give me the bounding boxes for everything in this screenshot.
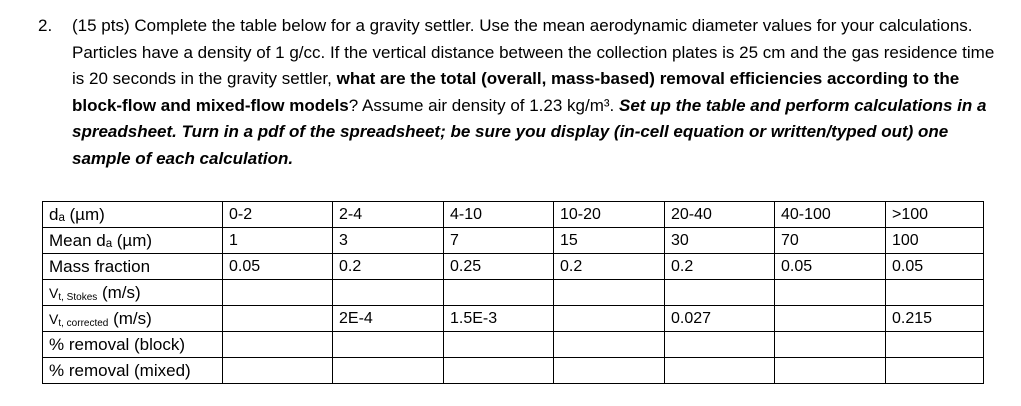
vt-stokes-symbol: V (49, 284, 59, 301)
table-cell (554, 280, 665, 306)
table-row (43, 202, 984, 228)
table-cell (223, 332, 333, 358)
table-row (43, 228, 984, 254)
table-cell: 40-100 (775, 202, 886, 228)
table-cell (554, 358, 665, 384)
table-cell (886, 332, 984, 358)
table-cell: 0-2 (223, 202, 333, 228)
table-cell (554, 306, 665, 332)
table-cell (333, 332, 444, 358)
question-number: 2. (38, 16, 53, 35)
table-cell (665, 332, 775, 358)
table-cell (223, 358, 333, 384)
question-intro: (15 pts) Complete the table below for a gravity settler. Use the mean aerodynamic diameter values for your calculations. Particles have a density of 1 g/cc. If the vertical distance between the collection plates is 25 cm and the gas residence time is 20 seconds in the gravity settler, (72, 16, 995, 88)
table-row (43, 280, 984, 306)
table-cell (333, 358, 444, 384)
table-cell (444, 332, 554, 358)
vt-corrected-unit: (m/s) (108, 308, 152, 328)
settler-table (42, 201, 984, 384)
row-label-diameter-range: dₐ (µm) (43, 202, 223, 228)
table-cell (886, 280, 984, 306)
table-cell: 10-20 (554, 202, 665, 228)
table-row (43, 358, 984, 384)
table-cell: 0.2 (333, 254, 444, 280)
table-cell (444, 358, 554, 384)
table-row (43, 254, 984, 280)
table-cell: 0.05 (223, 254, 333, 280)
table-cell: 3 (333, 228, 444, 254)
table-cell: 20-40 (665, 202, 775, 228)
table-cell: 0.027 (665, 306, 775, 332)
vt-stokes-unit: (m/s) (97, 282, 141, 302)
table-cell: 0.215 (886, 306, 984, 332)
row-label-vt-corrected (43, 306, 223, 332)
table-cell: 1.5E-3 (444, 306, 554, 332)
row-label-vt-stokes (43, 280, 223, 306)
table-cell: 0.2 (665, 254, 775, 280)
question-ask: what are the total (overall, mass-based) removal efficiencies according to the block-flow and mixed-flow models (72, 69, 960, 115)
table-cell: 100 (886, 228, 984, 254)
table-cell: 1 (223, 228, 333, 254)
table-cell (665, 358, 775, 384)
table-cell (775, 332, 886, 358)
table-cell: 0.25 (444, 254, 554, 280)
table-cell: >100 (886, 202, 984, 228)
table-cell: 0.2 (554, 254, 665, 280)
table-cell (333, 280, 444, 306)
table-cell: 2-4 (333, 202, 444, 228)
table-cell (886, 358, 984, 384)
row-label-removal-mixed: % removal (mixed) (43, 358, 223, 384)
table-cell (665, 280, 775, 306)
table-cell (223, 306, 333, 332)
table-cell (554, 332, 665, 358)
row-label-mass-fraction: Mass fraction (43, 254, 223, 280)
table-cell (775, 358, 886, 384)
table-cell: 4-10 (444, 202, 554, 228)
question-text (72, 13, 1008, 172)
table-cell: 30 (665, 228, 775, 254)
question-block (38, 13, 1008, 172)
table-cell (223, 280, 333, 306)
row-label-mean-diameter: Mean dₐ (µm) (43, 228, 223, 254)
table-cell: 2E-4 (333, 306, 444, 332)
table-cell (444, 280, 554, 306)
table-cell (775, 280, 886, 306)
table-cell: 7 (444, 228, 554, 254)
table-cell: 70 (775, 228, 886, 254)
table-row (43, 306, 984, 332)
question-assumption: ? Assume air density of 1.23 kg/m³. (348, 95, 619, 115)
table-cell (775, 306, 886, 332)
table-cell: 0.05 (886, 254, 984, 280)
vt-corrected-symbol: V (49, 310, 59, 327)
row-label-removal-block: % removal (block) (43, 332, 223, 358)
table-cell: 15 (554, 228, 665, 254)
table-cell: 0.05 (775, 254, 886, 280)
vt-stokes-subscript: t, Stokes (58, 291, 98, 303)
vt-corrected-subscript: t, corrected (58, 317, 109, 329)
table-row (43, 332, 984, 358)
question-instructions: Set up the table and perform calculations in a spreadsheet. Turn in a pdf of the spreadsheet; be sure you display (in-cell equation or written/typed out) one sample of each calculation. (72, 95, 987, 168)
